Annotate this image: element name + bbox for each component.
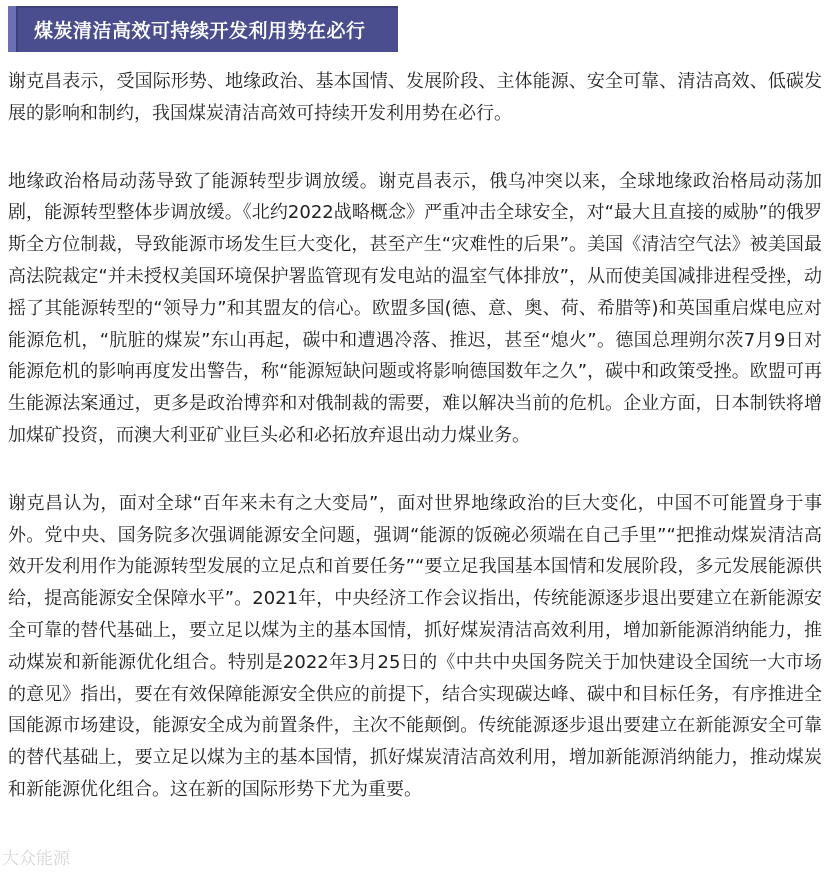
article-body [8,66,822,842]
section-title: 煤炭清洁高效可持续开发利用势在必行 [34,20,366,42]
paragraph-geopolitics: 地缘政治格局动荡导致了能源转型步调放缓。谢克昌表示，俄乌冲突以来，全球地缘政治格局动荡加剧，能源转型整体步调放缓。《北约2022战略概念》严重冲击全球安全，对“最大且直接的威胁”的俄罗斯全方位制裁，导致能源市场发生巨大变化，甚至产生“灾难性的后果”。美国《清洁空气法》被美国最高法院裁定“并未授权美国环境保护署监管现有发电站的温室气体排放”，从而使美国减排进程受挫，动摇了其能源转型的“领导力”和其盟友的信心。欧盟多国(德、意、奥、荷、希腊等)和英国重启煤电应对能源危机，“肮脏的煤炭”东山再起，碳中和遭遇冷落、推迟，甚至“熄火”。德国总理朔尔茨7月9日对能源危机的影响再度发出警告，称“能源短缺问题或将影响德国数年之久”，碳中和政策受挫。欧盟可再生能源法案通过，更多是政治博弈和对俄制裁的需要，难以解决当前的危机。企业方面，日本制铁将增加煤矿投资，而澳大利亚矿业巨头必和必拓放弃退出动力煤业务。 [8,170,822,446]
watermark-logo: 大众能源 [2,849,70,869]
section-title-banner [8,6,398,52]
paragraph-china-policy: 谢克昌认为，面对全球“百年来未有之大变局”，面对世界地缘政治的巨大变化，中国不可能置身于事外。党中央、国务院多次强调能源安全问题，强调“能源的饭碗必须端在自己手里”“把推动煤炭清洁高效开发利用作为能源转型发展的立足点和首要任务”“要立足我国基本国情和发展阶段，多元发展能源供给，提高能源安全保障水平”。2021年，中央经济工作会议指出，传统能源逐步退出要建立在新能源安全可靠的替代基础上，要立足以煤为主的基本国情，抓好煤炭清洁高效利用，增加新能源消纳能力，推动煤炭和新能源优化组合。特别是2022年3月25日的《中共中央国务院关于加快建设全国统一大市场的意见》指出，要在有效保障能源安全供应的前提下，结合实现碳达峰、碳中和目标任务，有序推进全国能源市场建设，能源安全成为前置条件，主次不能颠倒。传统能源逐步退出要建立在新能源安全可靠的替代基础上，要立足以煤为主的基本国情，抓好煤炭清洁高效利用，增加新能源消纳能力，推动煤炭和新能源优化组合。这在新的国际形势下尤为重要。 [8,492,822,800]
paragraph-intro: 谢克昌表示，受国际形势、地缘政治、基本国情、发展阶段、主体能源、安全可靠、清洁高效、低碳发展的影响和制约，我国煤炭清洁高效可持续开发利用势在必行。 [8,71,822,124]
